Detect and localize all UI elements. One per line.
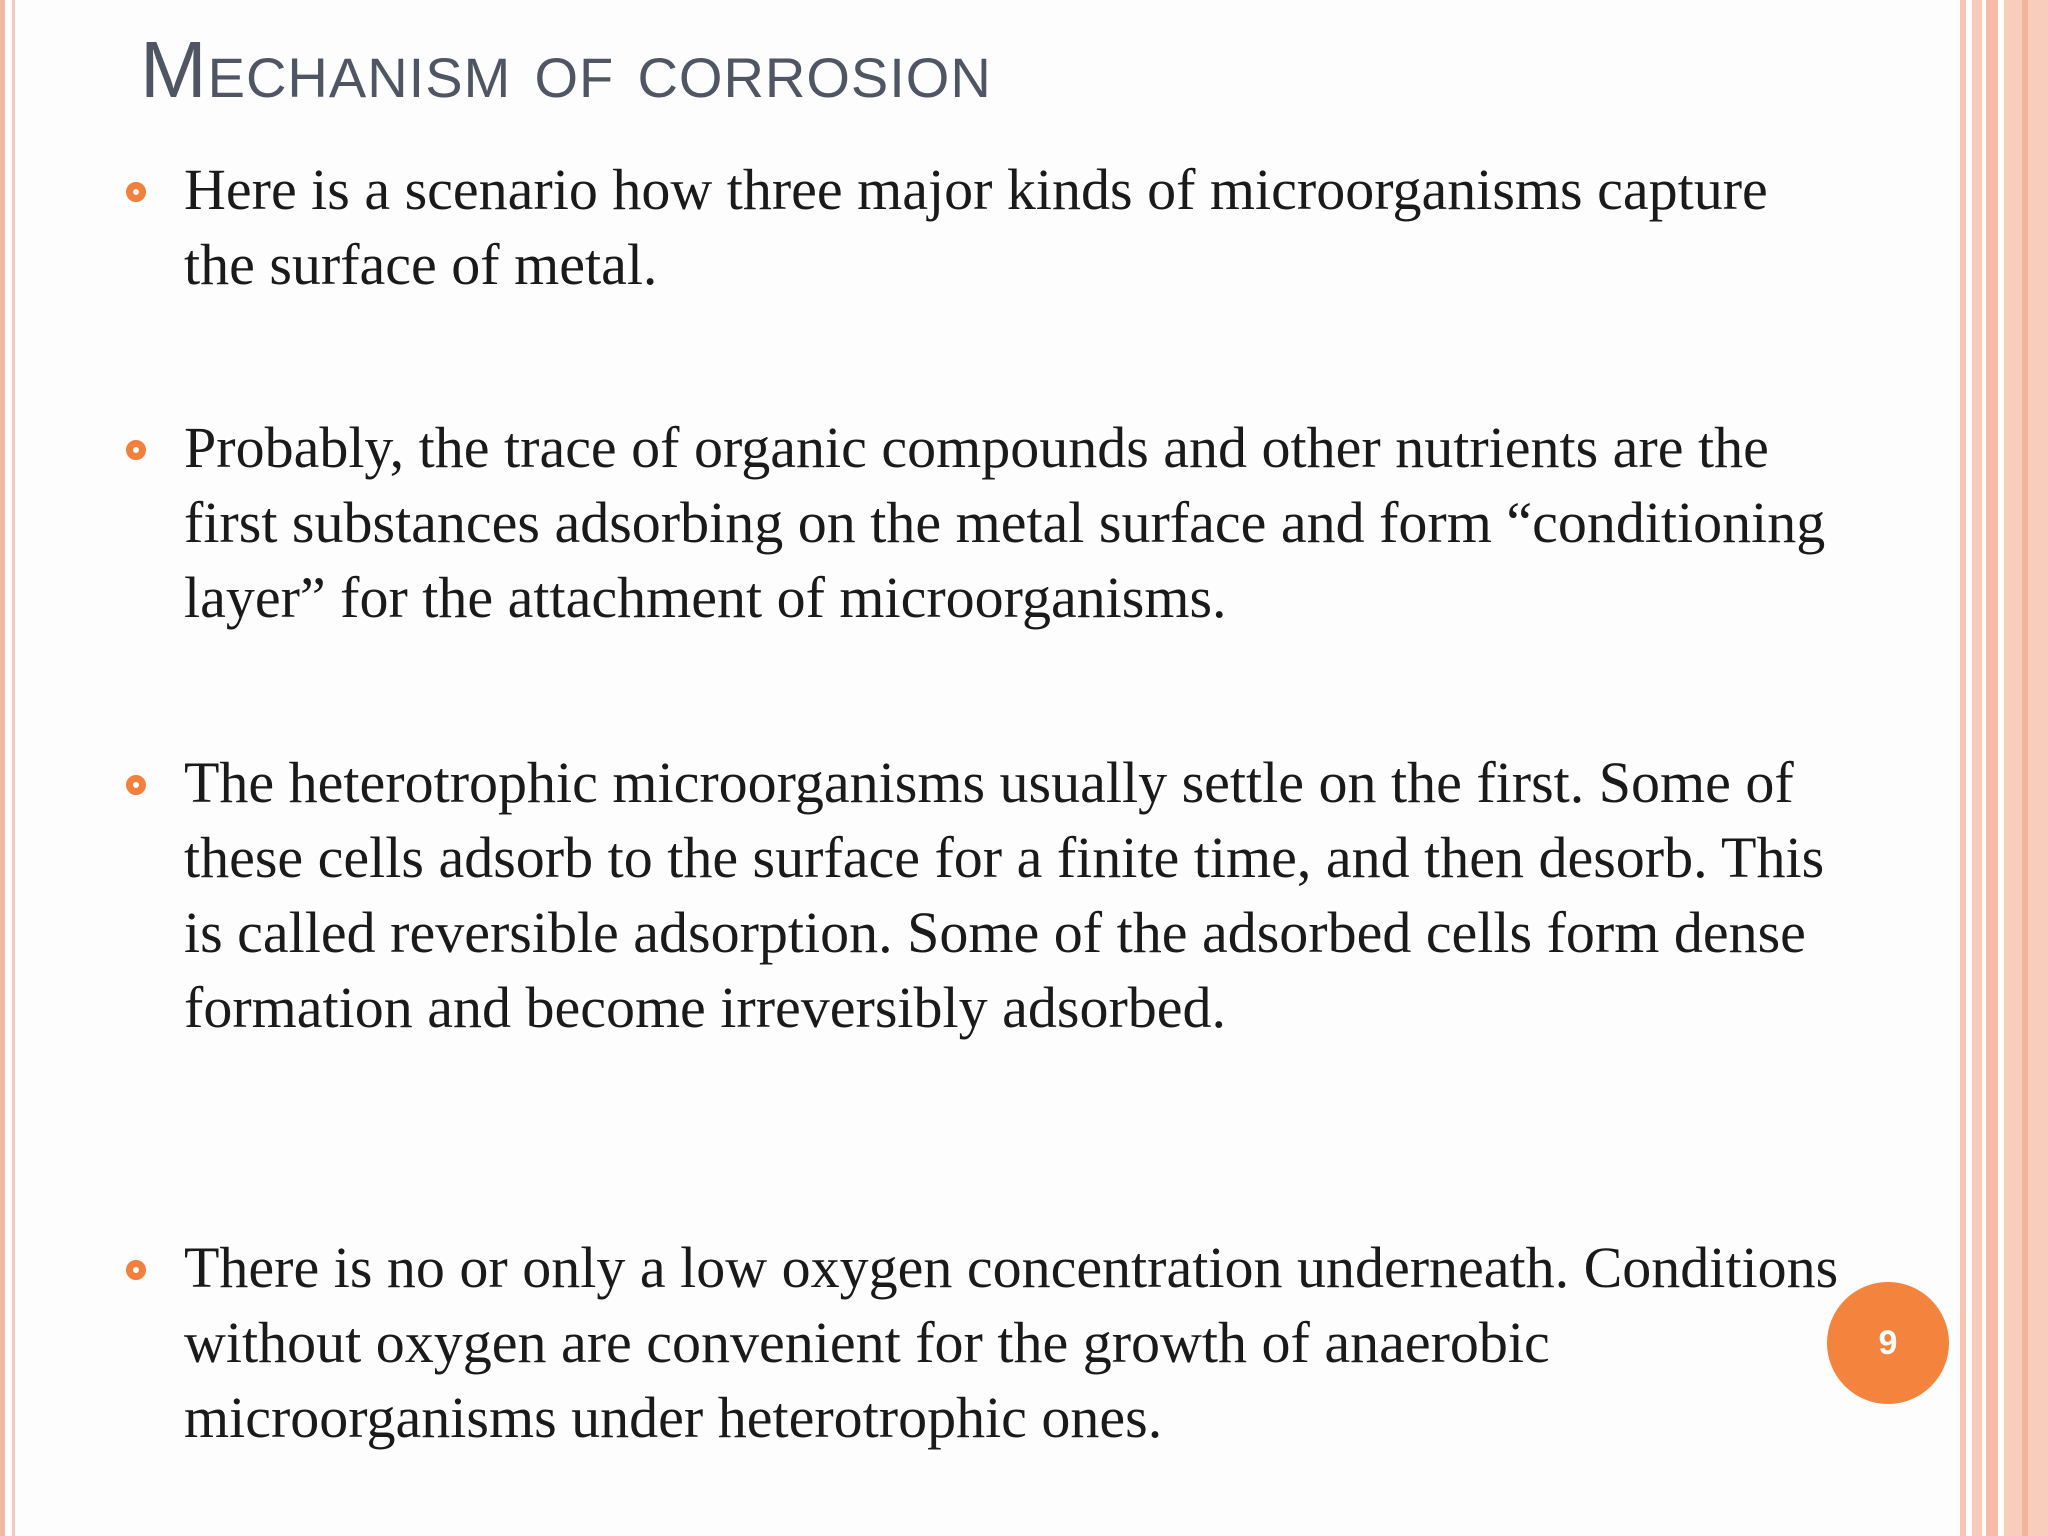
hollow-circle-bullet-icon <box>126 182 146 202</box>
right-border-stripe-5 <box>2022 0 2028 1536</box>
slide-title: Mechanism of corrosion <box>140 25 992 114</box>
left-border-stripe-thin <box>12 0 15 1536</box>
bullet-text: Here is a scenario how three major kinds of microorganisms capture the surface of metal. <box>184 157 1768 297</box>
bullet-text: Probably, the trace of organic compounds and other nutrients are the first substances adsorbing on the metal surface and form “conditioning layer” for the attachment of microorganisms. <box>184 415 1826 630</box>
bullet-text: There is no or only a low oxygen concentration underneath. Conditions without oxygen are convenient for the growth of anaerobic microorganisms under heterotrophic ones. <box>184 1235 1839 1450</box>
hollow-circle-bullet-icon <box>126 440 146 460</box>
hollow-circle-bullet-icon <box>126 1260 146 1280</box>
right-border-stripe-3 <box>1986 0 1998 1536</box>
page-number-badge: 9 <box>1827 1282 1949 1404</box>
hollow-circle-bullet-icon <box>126 775 146 795</box>
left-border-stripe <box>0 0 5 1536</box>
right-border-stripe-2 <box>1972 0 1982 1536</box>
right-border-stripe-1 <box>1960 0 1966 1536</box>
bullet-text: The heterotrophic microorganisms usually settle on the first. Some of these cells adsorb to the surface for a finite time, and then desorb. This is called reversible adsorption. Some of the adsorbed cells form dense formation and become irreversibly adsorbed. <box>184 750 1825 1040</box>
